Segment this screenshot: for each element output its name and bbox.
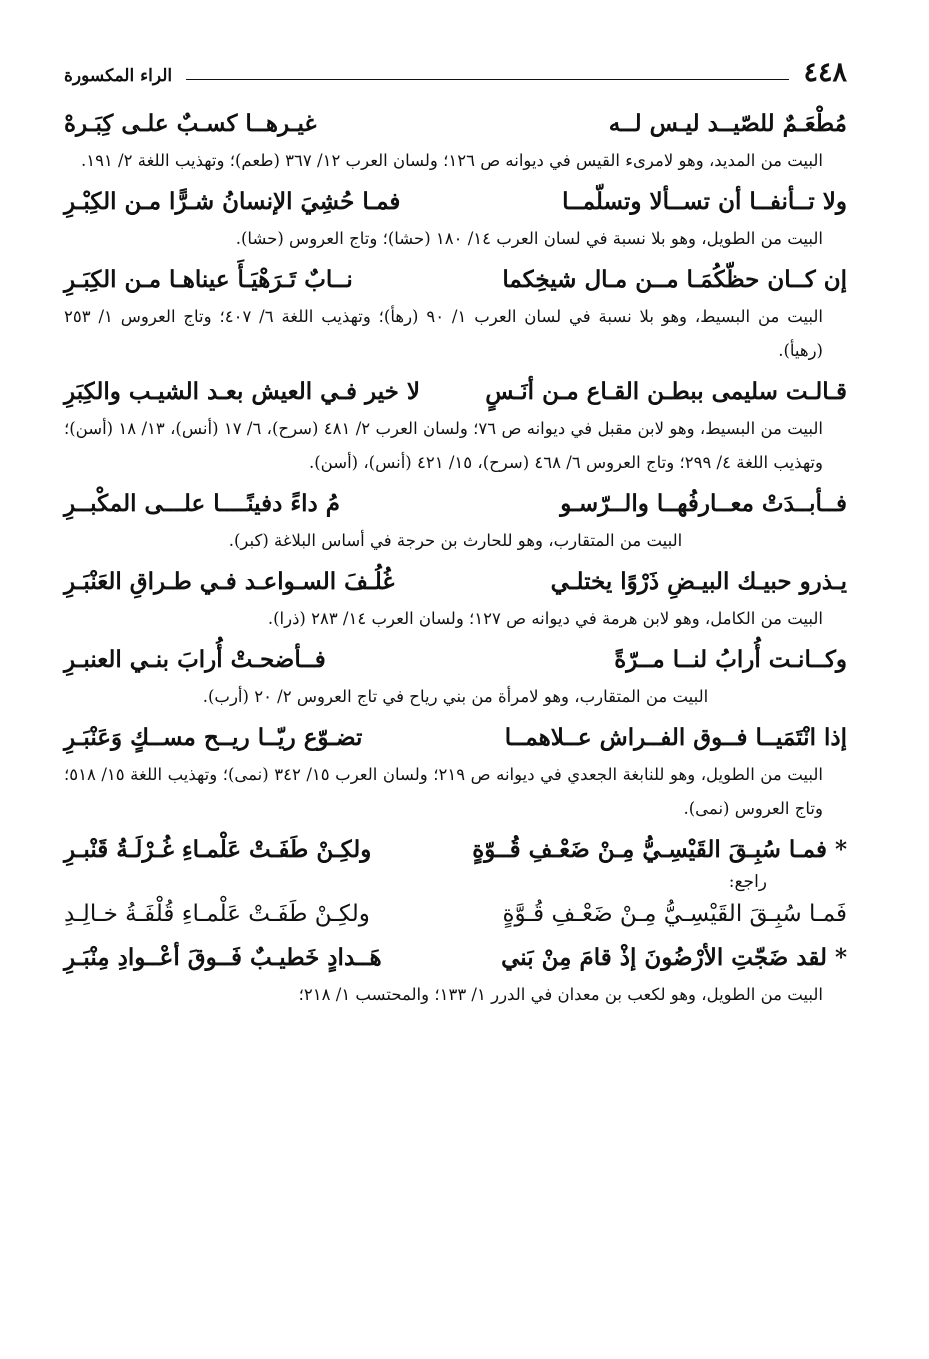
verse-second-hemistich: غيـرهــا كسـبٌ علـى كِبَـرهْ <box>64 110 317 137</box>
star-marker: * <box>834 836 847 863</box>
verse-line <box>64 484 847 524</box>
verse-second-hemistich: نــابٌ تَـرَهْيَـأَ عيناهـا مـن الكِبَـرِ <box>64 266 353 293</box>
verse-second-hemistich: هَــدادٍ خَطيـبٌ فَــوقَ أعْــوادِ مِنْبَـرِ <box>64 944 382 971</box>
verse-note: البيت من الطويل، وهو لكعب بن معدان في الدرر ١/ ١٣٣؛ والمحتسب ١/ ٢١٨؛ <box>298 985 823 1004</box>
verse-first-hemistich: فــأبــدَتْ معــارفُهــا والــرّسـو <box>560 490 847 517</box>
page-number: ٤٤٨ <box>803 57 847 88</box>
verse-line <box>64 938 847 978</box>
verse-entry <box>64 372 847 480</box>
verse-line <box>64 830 847 870</box>
refer-label: راجع: <box>728 872 767 892</box>
verse-first-hemistich: مُطْعَـمٌ للصّيــد ليـس لــه <box>608 110 847 137</box>
verse-entry <box>64 562 847 636</box>
verse-line <box>64 562 847 602</box>
verse-line <box>64 640 847 680</box>
verse-second-hemistich: فمـا حُشِيَ الإنسانُ شـرًّا مـن الكِبْـرِ <box>64 188 401 215</box>
verse-second-hemistich: غُلُـفَ السـواعـد فـي طـراقِ العَنْبَـرِ <box>64 568 395 595</box>
verse-entry <box>64 104 847 178</box>
verse-line <box>64 104 847 144</box>
verse-entry <box>64 938 847 1012</box>
verse-entry <box>64 640 847 714</box>
verse-note: البيت من البسيط، وهو بلا نسبة في لسان العرب ١/ ٩٠ (رهأ)؛ وتهذيب اللغة ٦/ ٤٠٧؛ وتاج العروس ١/ ٢٥٣ (رهيأ). <box>64 307 823 360</box>
verse-line <box>64 718 847 758</box>
verse-line <box>64 182 847 222</box>
verse-note: البيت من البسيط، وهو لابن مقبل في ديوانه ص ٧٦؛ ولسان العرب ٢/ ٤٨١ (سرح)، ٦/ ١٧ (أنس)، ١٣/ ١٨ (أسن)؛ وتهذيب اللغة ٤/ ٢٩٩؛ وتاج العروس ٦/ ٤٦٨ (سرح)، ١٥/ ٤٢١ (أنس)، (أسن). <box>64 419 823 472</box>
verse-entry <box>64 830 847 934</box>
verse-first-hemistich <box>501 938 847 978</box>
verse-entry <box>64 182 847 256</box>
verse-second-hemistich: ولكِـنْ طَفَـتْ عَلْمـاءِ غُـرْلَـةُ قَنْبـرِ <box>64 836 372 863</box>
running-title: الراء المكسورة <box>64 66 173 86</box>
verse-first-hemistich: إن كــان حظّكُمَـا مــن مـال شيخِكما <box>502 266 847 293</box>
verse-note: البيت من الطويل، وهو بلا نسبة في لسان العرب ١٤/ ١٨٠ (حشا)؛ وتاج العروس (حشا). <box>235 229 823 248</box>
verse-entry <box>64 484 847 558</box>
verse-second-hemistich: مُ داءً دفينًــــا علـــى المكْبــرِ <box>64 490 341 517</box>
verse-note: البيت من الطويل، وهو للنابغة الجعدي في ديوانه ص ٢١٩؛ ولسان العرب ١٥/ ٣٤٢ (نمى)؛ وتهذيب اللغة ١٥/ ٥١٨؛ وتاج العروس (نمى). <box>64 765 823 818</box>
verse-first-hemistich-text: لقد ضَجّتِ الأرْضُونَ إذْ قامَ مِنْ بَني <box>501 944 827 971</box>
verse-first-hemistich: وكــانـت أُرابُ لنــا مــرّةً <box>614 646 847 673</box>
star-marker: * <box>834 944 847 971</box>
verse-first-hemistich: قـالـت سليمى ببطـن القـاع مـن أنَـسٍ <box>485 378 847 405</box>
verse-line <box>64 372 847 412</box>
verse-second-hemistich: لا خير فـي العيش بعـد الشيـب والكِبَرِ <box>64 378 420 405</box>
verse-first-hemistich: يـذرو حبيـك البيـضِ ذَرْوًا يختلـي <box>550 568 847 595</box>
verse-note: البيت من المديد، وهو لامرىء القيس في ديوانه ص ١٢٦؛ ولسان العرب ١٢/ ٣٦٧ (طعم)؛ وتهذيب اللغة ٢/ ١٩١. <box>80 151 823 170</box>
verse-first-hemistich-text: فمـا سُبِـقَ القَيْسِـيُّ مِـنْ ضَعْـفِ قُــوّةٍ <box>472 836 827 863</box>
verse-note: البيت من المتقارب، وهو للحارث بن حرجة في أساس البلاغة (كبر). <box>228 531 683 550</box>
verse-note: البيت من المتقارب، وهو لامرأة من بني رياح في تاج العروس ٢/ ٢٠ (أرب). <box>202 687 709 706</box>
page-header <box>64 48 847 86</box>
header-rule <box>186 79 789 80</box>
verse-entry <box>64 718 847 826</box>
verse-second-hemistich: فــأضحـتْ أُرابَ بنـي العنبـرِ <box>64 646 326 673</box>
verse-first-hemistich: ولا تــأنفــا أن تســألا وتسلّمــا <box>562 188 847 215</box>
alternate-verse-line <box>64 894 847 934</box>
alternate-first-hemistich: فَمـا سُبِـقَ القَيْسِـيُّ مِـنْ ضَعْـفِ قُـوَّةٍ <box>502 901 847 927</box>
verse-first-hemistich: إذا انْتَمَيــا فــوق الفــراش عــلاهمــا <box>504 724 847 751</box>
verse-note: البيت من الكامل، وهو لابن هرمة في ديوانه ص ١٢٧؛ ولسان العرب ١٤/ ٢٨٣ (ذرا). <box>267 609 823 628</box>
verse-second-hemistich: تضـوّع ريّــا ريــح مســكٍ وَعَنْبَـرِ <box>64 724 363 751</box>
verse-line <box>64 260 847 300</box>
alternate-second-hemistich: ولكِـنْ طَفَـتْ عَلْمـاءِ قُلْفَـةُ خـالِـدِ <box>64 901 370 927</box>
verse-first-hemistich <box>472 830 847 870</box>
verse-entry <box>64 260 847 368</box>
